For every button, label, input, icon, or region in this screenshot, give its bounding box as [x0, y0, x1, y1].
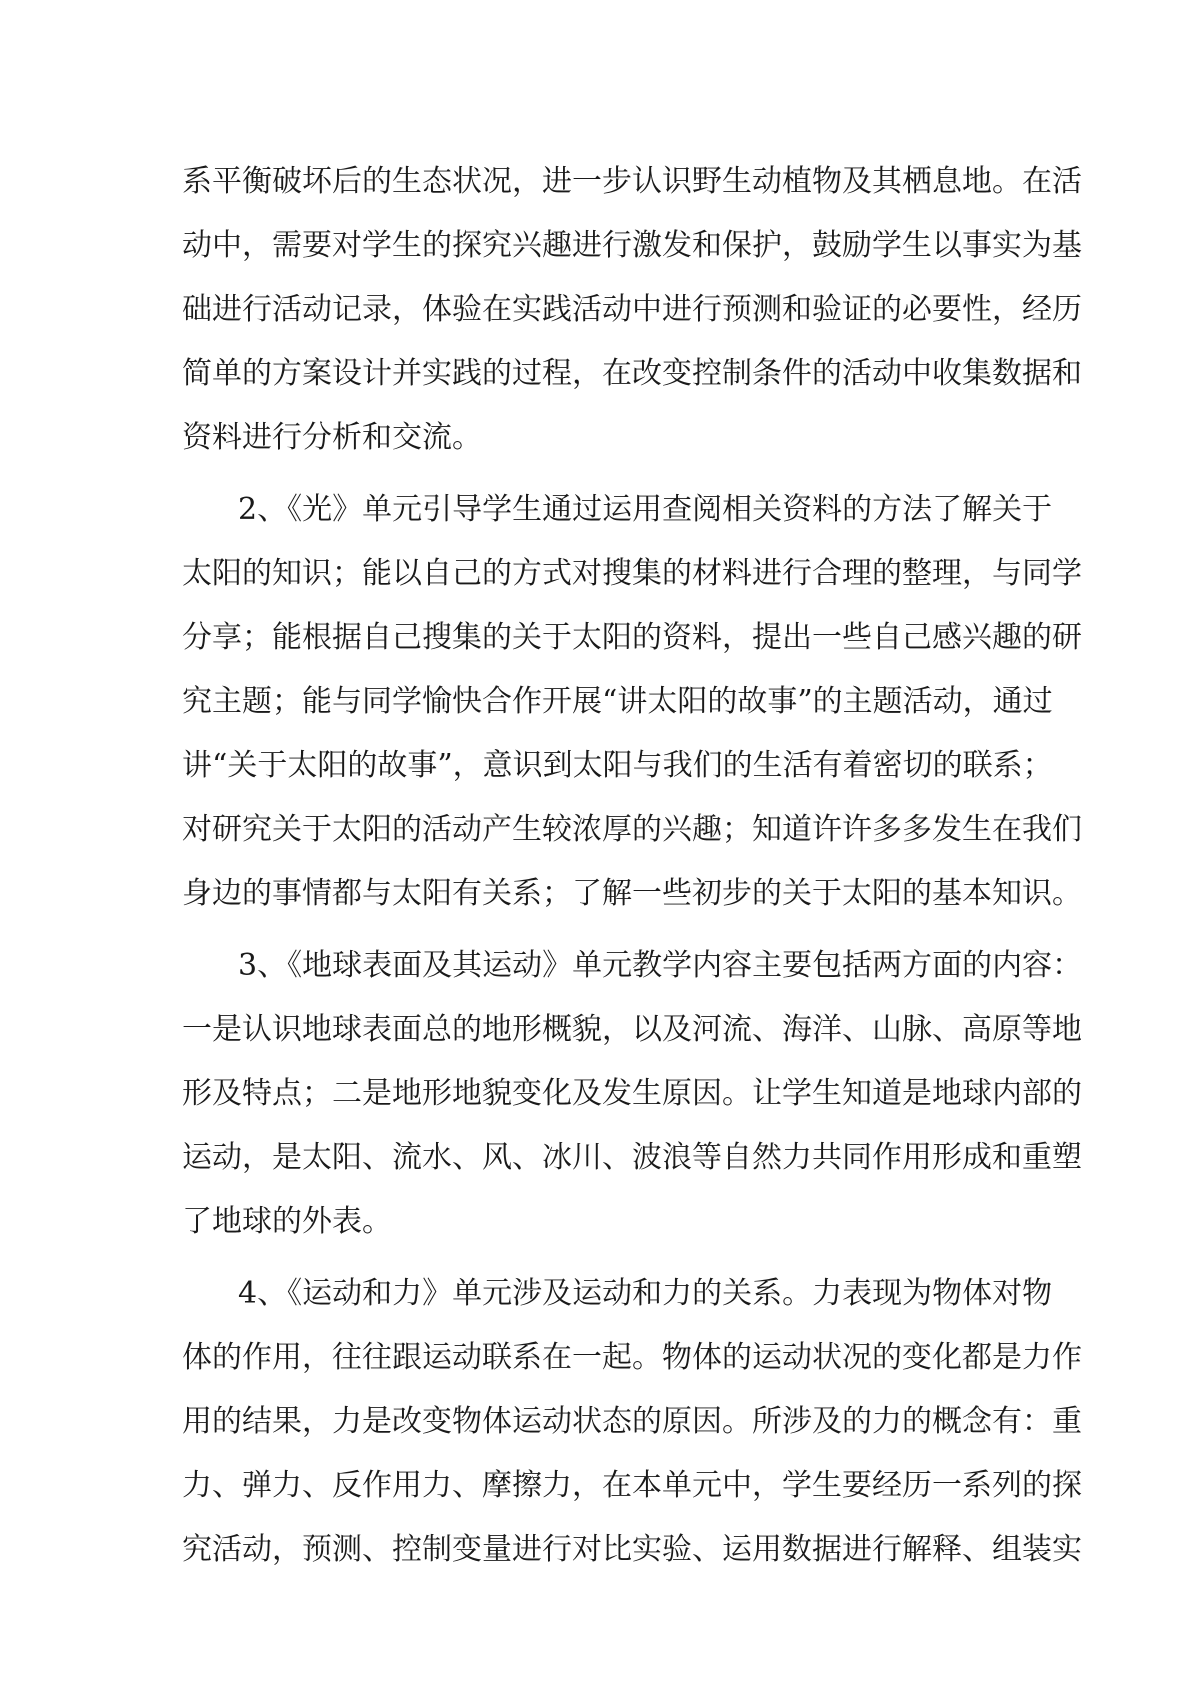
text-line: 形及特点；二是地形地貌变化及发生原因。让学生知道是地球内部的: [182, 1076, 1082, 1111]
text-line: 资料进行分析和交流。: [182, 420, 482, 455]
text-line: 了地球的外表。: [182, 1204, 392, 1239]
paragraph-1: [182, 150, 1082, 470]
text-line: 简单的方案设计并实践的过程，在改变控制条件的活动中收集数据和: [182, 356, 1082, 391]
text-line: 力、弹力、反作用力、摩擦力，在本单元中，学生要经历一系列的探: [182, 1468, 1082, 1503]
text-line: 一是认识地球表面总的地形概貌，以及河流、海洋、山脉、高原等地: [182, 1012, 1082, 1047]
text-line: 系平衡破坏后的生态状况，进一步认识野生动植物及其栖息地。在活: [182, 164, 1082, 199]
text-line: 体的作用，往往跟运动联系在一起。物体的运动状况的变化都是力作: [182, 1340, 1082, 1375]
text-line: 用的结果，力是改变物体运动状态的原因。所涉及的力的概念有：重: [182, 1404, 1082, 1439]
text-line: 身边的事情都与太阳有关系；了解一些初步的关于太阳的基本知识。: [182, 876, 1082, 911]
paragraph-4: [182, 1262, 1082, 1582]
text-line: 4、《运动和力》单元涉及运动和力的关系。力表现为物体对物: [238, 1276, 1053, 1311]
text-line: 3、《地球表面及其运动》单元教学内容主要包括两方面的内容：: [238, 948, 1083, 983]
text-line: 对研究关于太阳的活动产生较浓厚的兴趣；知道许许多多发生在我们: [182, 812, 1082, 847]
text-line: 讲“关于太阳的故事”，意识到太阳与我们的生活有着密切的联系；: [182, 748, 1053, 783]
paragraph-3: [182, 934, 1083, 1254]
text-line: 分享；能根据自己搜集的关于太阳的资料，提出一些自己感兴趣的研: [182, 620, 1082, 655]
document-body: [182, 150, 1083, 1582]
text-line: 究主题；能与同学愉快合作开展“讲太阳的故事”的主题活动，通过: [182, 684, 1053, 719]
text-line: 动中，需要对学生的探究兴趣进行激发和保护，鼓励学生以事实为基: [182, 228, 1082, 263]
text-line: 运动，是太阳、流水、风、冰川、波浪等自然力共同作用形成和重塑: [182, 1140, 1082, 1175]
text-line: 究活动，预测、控制变量进行对比实验、运用数据进行解释、组装实: [182, 1532, 1082, 1567]
text-line: 础进行活动记录，体验在实践活动中进行预测和验证的必要性，经历: [182, 292, 1082, 327]
text-line: 2、《光》单元引导学生通过运用查阅相关资料的方法了解关于: [238, 492, 1053, 527]
paragraph-2: [182, 478, 1082, 926]
text-line: 太阳的知识；能以自己的方式对搜集的材料进行合理的整理，与同学: [182, 556, 1082, 591]
